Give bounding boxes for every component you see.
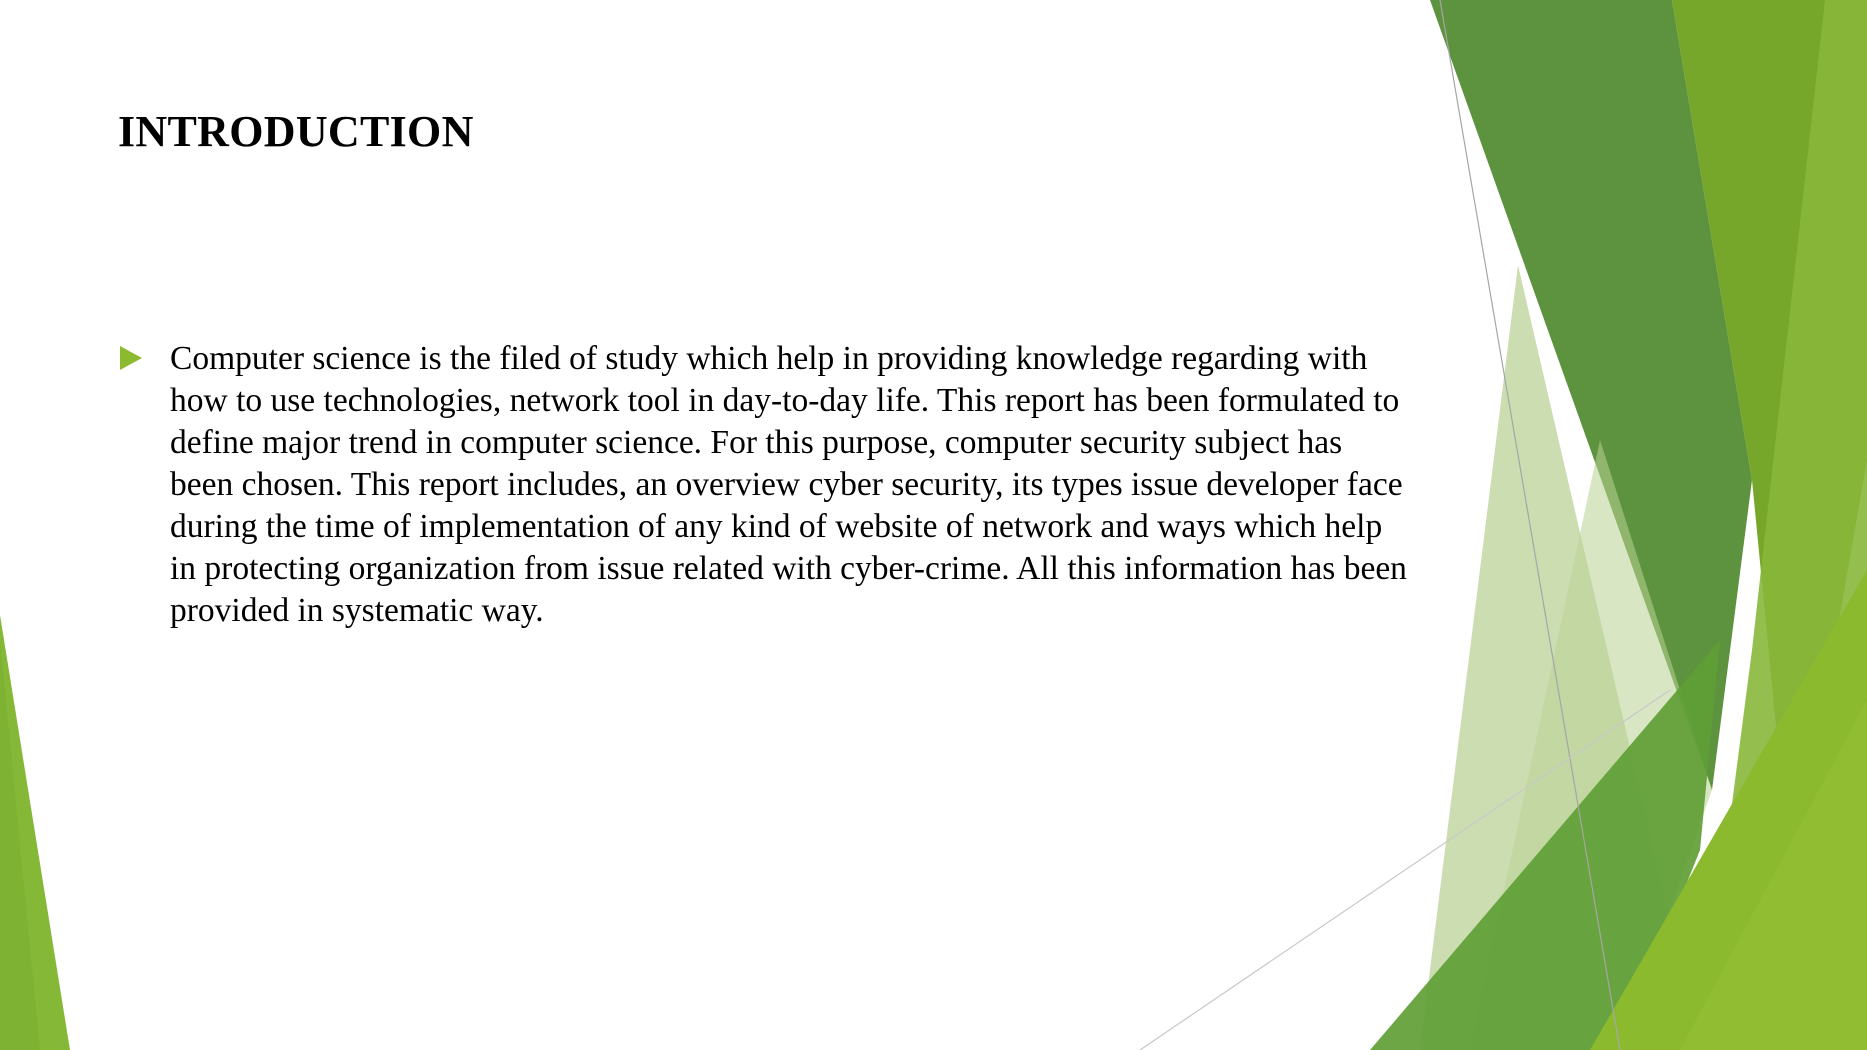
bullet-text: Computer science is the filed of study which help in providing knowledge regarding with how to use technologies, network tool in day-to-day life. This report has been formulated to define major trend in computer science. For this purpose, computer security subject has been chosen. This report includes, an overview cyber security, its types issue developer face during the time of implementation of any kind of website of network and ways which help in protecting organization from issue related with cyber-crime. All this information has been provided in systematic way. (170, 340, 1407, 629)
triangle-bullet-icon (120, 346, 142, 370)
slide-title: INTRODUCTION (118, 107, 474, 156)
bullet-list (118, 338, 1408, 632)
bullet-item (118, 338, 1408, 632)
